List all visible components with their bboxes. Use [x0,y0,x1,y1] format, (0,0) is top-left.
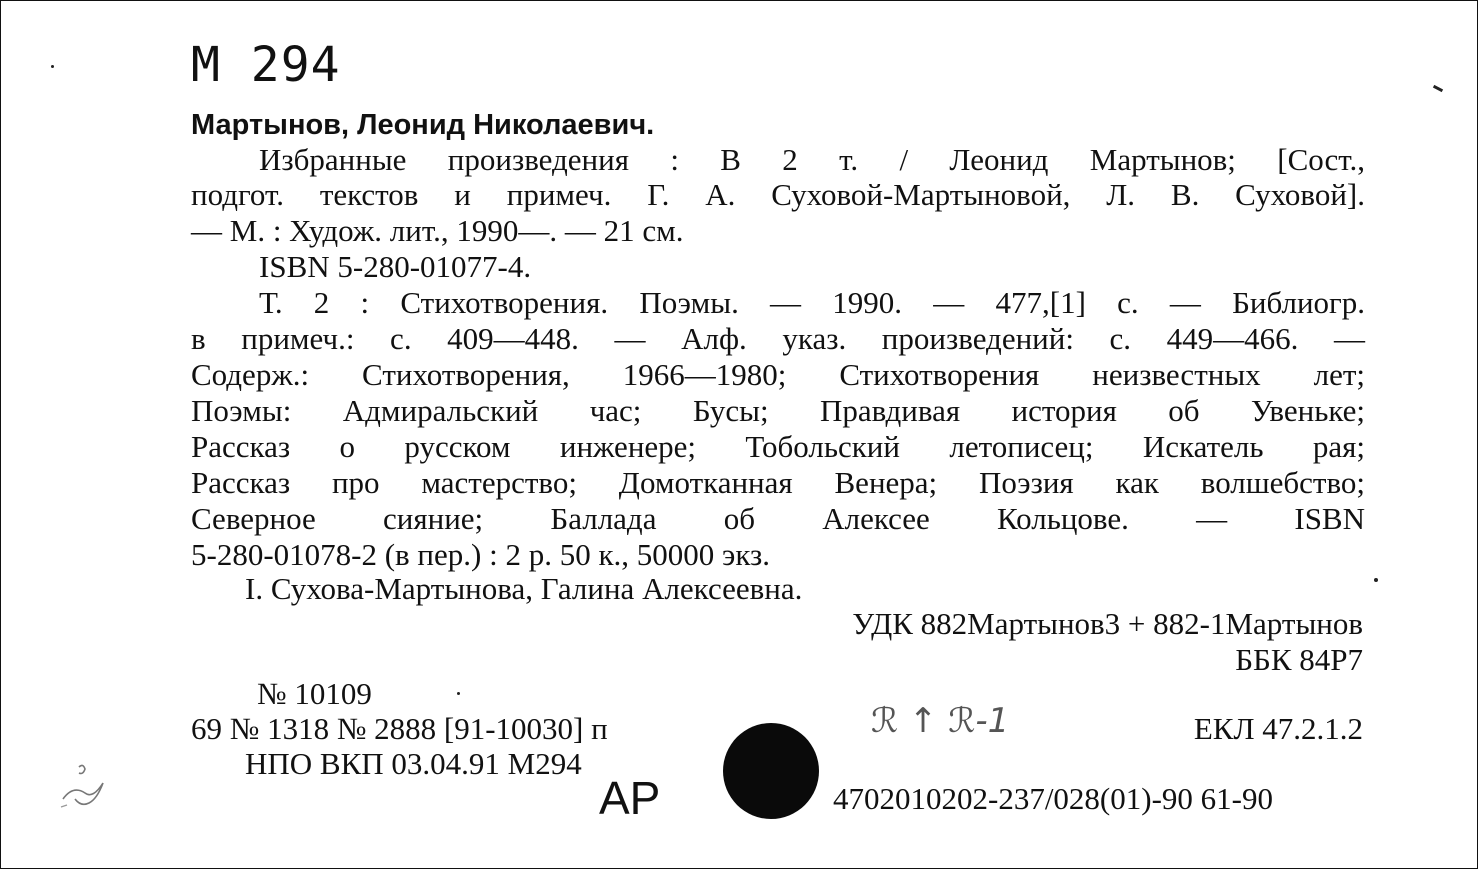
npo-line: НПО ВКП 03.04.91 М294 [245,746,582,781]
pencil-scribble [59,761,119,813]
call-number: М 294 [191,37,341,93]
volume-line-3: Содерж.: Стихотворения, 1966—1980; Стихотворения неизвестных лет; [191,357,1365,392]
added-entry: I. Сухова-Мартынова, Галина Алексеевна. [245,571,803,606]
udk-line: УДК 882Мартынов3 + 882-1Мартынов [852,606,1363,641]
bbk-line: ББК 84Р7 [1235,642,1363,677]
ekl-line: ЕКЛ 47.2.1.2 [1193,711,1363,746]
volume-line-4: Поэмы: Адмиральский час; Бусы; Правдивая история об Увеньке; [191,393,1365,428]
card-number: № 10109 [257,676,372,711]
handwritten-note: ℛ ↑ ℛ-1 [871,701,1010,741]
ink-speck [1433,85,1443,92]
ink-dot [1374,578,1378,582]
volume-line-2: в примеч.: с. 409—448. — Алф. указ. произведений: с. 449—466. — [191,321,1365,356]
title-line-2: подгот. текстов и примеч. Г. А. Суховой-Мартыновой, Л. В. Суховой]. [191,177,1365,212]
volume-line-8: 5-280-01078-2 (в пер.) : 2 р. 50 к., 50000 экз. [191,537,770,572]
order-line: 69 № 1318 № 2888 [91-10030] п [191,711,608,746]
title-line-3: — М. : Худож. лит., 1990—. — 21 см. [191,213,684,248]
stamp-ap: АР [599,772,661,824]
author-heading: Мартынов, Леонид Николаевич. [191,109,655,141]
volume-line-7: Северное сияние; Баллада об Алексее Кольцове. — ISBN [191,501,1365,536]
isbn-line: ISBN 5-280-01077-4. [259,249,532,284]
code-line: 4702010202-237/028(01)-90 61-90 [833,781,1273,816]
volume-line-5: Рассказ о русском инженере; Тобольский летописец; Искатель рая; [191,429,1365,464]
punch-hole [723,723,819,819]
volume-line-6: Рассказ про мастерство; Домотканная Венера; Поэзия как волшебство; [191,465,1365,500]
ink-dot-left [51,65,54,68]
title-line-1: Избранные произведения : В 2 т. / Леонид Мартынов; [Сост., [259,142,1365,177]
volume-line-1: Т. 2 : Стихотворения. Поэмы. — 1990. — 477,[1] с. — Библиогр. [259,285,1365,320]
ink-dot-mid [457,692,460,695]
